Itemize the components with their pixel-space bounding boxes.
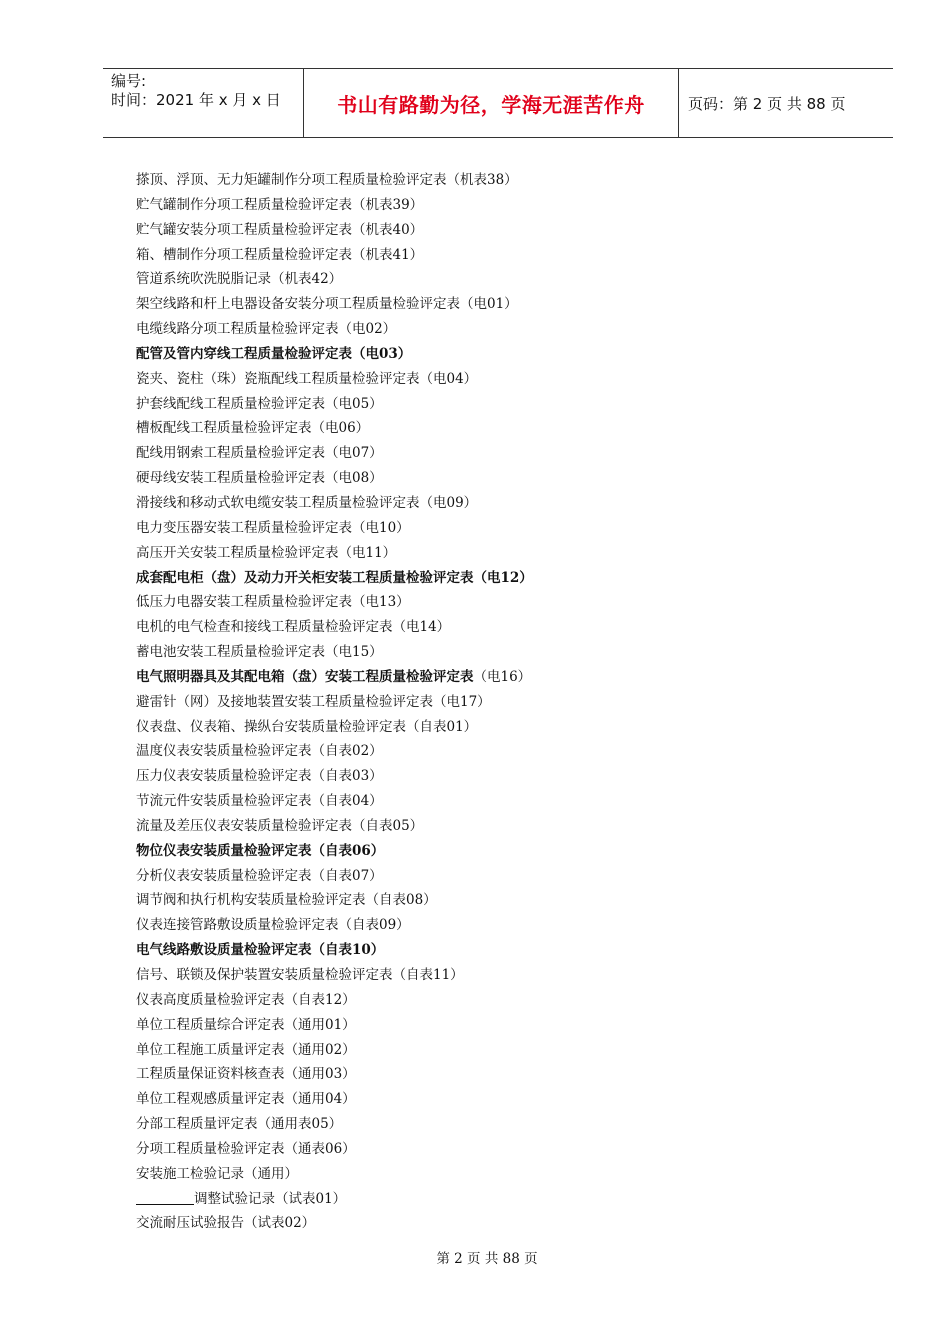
list-item	[136, 367, 533, 392]
list-item	[136, 392, 533, 417]
list-item	[136, 590, 533, 615]
list-item-text: 安装施工检验记录（通用）	[136, 1165, 298, 1182]
list-item	[136, 988, 533, 1013]
list-item	[136, 491, 533, 516]
list-item-text: 分部工程质量评定表（通用表05）	[136, 1116, 343, 1133]
list-item-bold-text: 物位仪表安装质量检验评定表（自表06）	[136, 842, 385, 859]
list-item	[136, 1187, 533, 1212]
list-item	[136, 864, 533, 889]
list-item	[136, 566, 533, 591]
list-item-text: 架空线路和杆上电器设备安装分项工程质量检验评定表（电01）	[136, 296, 518, 313]
list-item-text: 调整试验记录（试表01）	[194, 1190, 347, 1207]
list-item-text: 电力变压器安装工程质量检验评定表（电10）	[136, 519, 410, 536]
list-item-text: 配线用钢索工程质量检验评定表（电07）	[136, 445, 383, 462]
list-item-text: 管道系统吹洗脱脂记录（机表42）	[136, 271, 343, 288]
list-item	[136, 516, 533, 541]
list-item-text: 箱、槽制作分项工程质量检验评定表（机表41）	[136, 246, 424, 263]
list-item	[136, 715, 533, 740]
list-item-text: 仪表高度质量检验评定表（自表12）	[136, 991, 356, 1008]
page-header	[103, 68, 893, 138]
list-item-text: 仪表盘、仪表箱、操纵台安装质量检验评定表（自表01）	[136, 718, 478, 735]
list-item	[136, 913, 533, 938]
list-item	[136, 938, 533, 963]
list-item	[136, 764, 533, 789]
list-item-text: 贮气罐制作分项工程质量检验评定表（机表39）	[136, 196, 424, 213]
list-item-suffix: （电16）	[473, 668, 532, 685]
list-item	[136, 789, 533, 814]
list-item	[136, 665, 533, 690]
list-item	[136, 1062, 533, 1087]
list-item-text: 交流耐压试验报告（试表02）	[136, 1215, 316, 1232]
list-item	[136, 193, 533, 218]
list-item	[136, 963, 533, 988]
fill-in-blank	[136, 1190, 194, 1205]
list-item-bold-text: 配管及管内穿线工程质量检验评定表（电03）	[136, 345, 412, 362]
list-item-text: 槽板配线工程质量检验评定表（电06）	[136, 420, 370, 437]
list-item	[136, 243, 533, 268]
header-motto: 书山有路勤为径，学海无涯苦作舟	[337, 92, 645, 117]
list-item	[136, 317, 533, 342]
list-item	[136, 888, 533, 913]
list-item	[136, 640, 533, 665]
list-item	[136, 1112, 533, 1137]
page-footer: 第 2 页 共 88 页	[436, 1251, 538, 1267]
list-item-text: 单位工程施工质量评定表（通用02）	[136, 1041, 356, 1058]
header-meta	[103, 69, 311, 140]
form-list	[136, 168, 533, 1236]
list-item	[136, 1038, 533, 1063]
list-item-text: 硬母线安装工程质量检验评定表（电08）	[136, 470, 383, 487]
list-item	[136, 690, 533, 715]
list-item	[136, 168, 533, 193]
list-item	[136, 292, 533, 317]
list-item-bold-text: 电气线路敷设质量检验评定表（自表10）	[136, 942, 385, 959]
list-item	[136, 1211, 533, 1236]
list-item-text: 低压力电器安装工程质量检验评定表（电13）	[136, 594, 410, 611]
list-item	[136, 466, 533, 491]
list-item	[136, 1013, 533, 1038]
list-item-text: 避雷针（网）及接地装置安装工程质量检验评定表（电17）	[136, 693, 491, 710]
list-item-text: 护套线配线工程质量检验评定表（电05）	[136, 395, 383, 412]
list-item-text: 流量及差压仪表安装质量检验评定表（自表05）	[136, 817, 424, 834]
list-item-text: 压力仪表安装质量检验评定表（自表03）	[136, 768, 383, 785]
list-item	[136, 839, 533, 864]
list-item-text: 工程质量保证资料核查表（通用03）	[136, 1066, 356, 1083]
header-motto-cell	[303, 69, 679, 137]
list-item	[136, 416, 533, 441]
list-item-text: 瓷夹、瓷柱（珠）瓷瓶配线工程质量检验评定表（电04）	[136, 370, 478, 387]
list-item	[136, 267, 533, 292]
list-item	[136, 1137, 533, 1162]
list-item	[136, 1087, 533, 1112]
list-item	[136, 1162, 533, 1187]
list-item-text: 搽顶、浮顶、无力矩罐制作分项工程质量检验评定表（机表38）	[136, 172, 518, 188]
header-page-info: 页码：第 2 页 共 88 页	[688, 94, 846, 113]
list-item	[136, 541, 533, 566]
list-item-text: 单位工程质量综合评定表（通用01）	[136, 1016, 356, 1033]
document-date: 时间：2021 年 x 月 x 日	[111, 91, 281, 109]
list-item-text: 蓄电池安装工程质量检验评定表（电15）	[136, 644, 383, 661]
list-item-text: 节流元件安装质量检验评定表（自表04）	[136, 793, 383, 810]
list-item	[136, 218, 533, 243]
document-number-label: 编号:	[111, 72, 147, 90]
list-item	[136, 615, 533, 640]
list-item-text: 贮气罐安装分项工程质量检验评定表（机表40）	[136, 221, 424, 238]
list-item	[136, 739, 533, 764]
list-item-text: 分项工程质量检验评定表（通表06）	[136, 1140, 356, 1157]
list-item-text: 调节阀和执行机构安装质量检验评定表（自表08）	[136, 892, 437, 909]
list-item-text: 分析仪表安装质量检验评定表（自表07）	[136, 867, 383, 884]
list-item-text: 仪表连接管路敷设质量检验评定表（自表09）	[136, 917, 410, 934]
header-page-info-cell	[679, 69, 902, 137]
list-item-text: 信号、联锁及保护装置安装质量检验评定表（自表11）	[136, 967, 464, 983]
list-item-text: 温度仪表安装质量检验评定表（自表02）	[136, 743, 383, 760]
list-item-bold-text: 电气照明器具及其配电箱（盘）安装工程质量检验评定表	[136, 668, 474, 685]
list-item-text: 滑接线和移动式软电缆安装工程质量检验评定表（电09）	[136, 494, 478, 511]
list-item-text: 电机的电气检查和接线工程质量检验评定表（电14）	[136, 619, 451, 636]
list-item-text: 高压开关安装工程质量检验评定表（电11）	[136, 544, 397, 561]
list-item-text: 单位工程观感质量评定表（通用04）	[136, 1091, 356, 1108]
list-item	[136, 342, 533, 367]
list-item-bold-text: 成套配电柜（盘）及动力开关柜安装工程质量检验评定表（电12）	[136, 569, 533, 586]
list-item	[136, 814, 533, 839]
list-item	[136, 441, 533, 466]
list-item-text: 电缆线路分项工程质量检验评定表（电02）	[136, 321, 397, 338]
